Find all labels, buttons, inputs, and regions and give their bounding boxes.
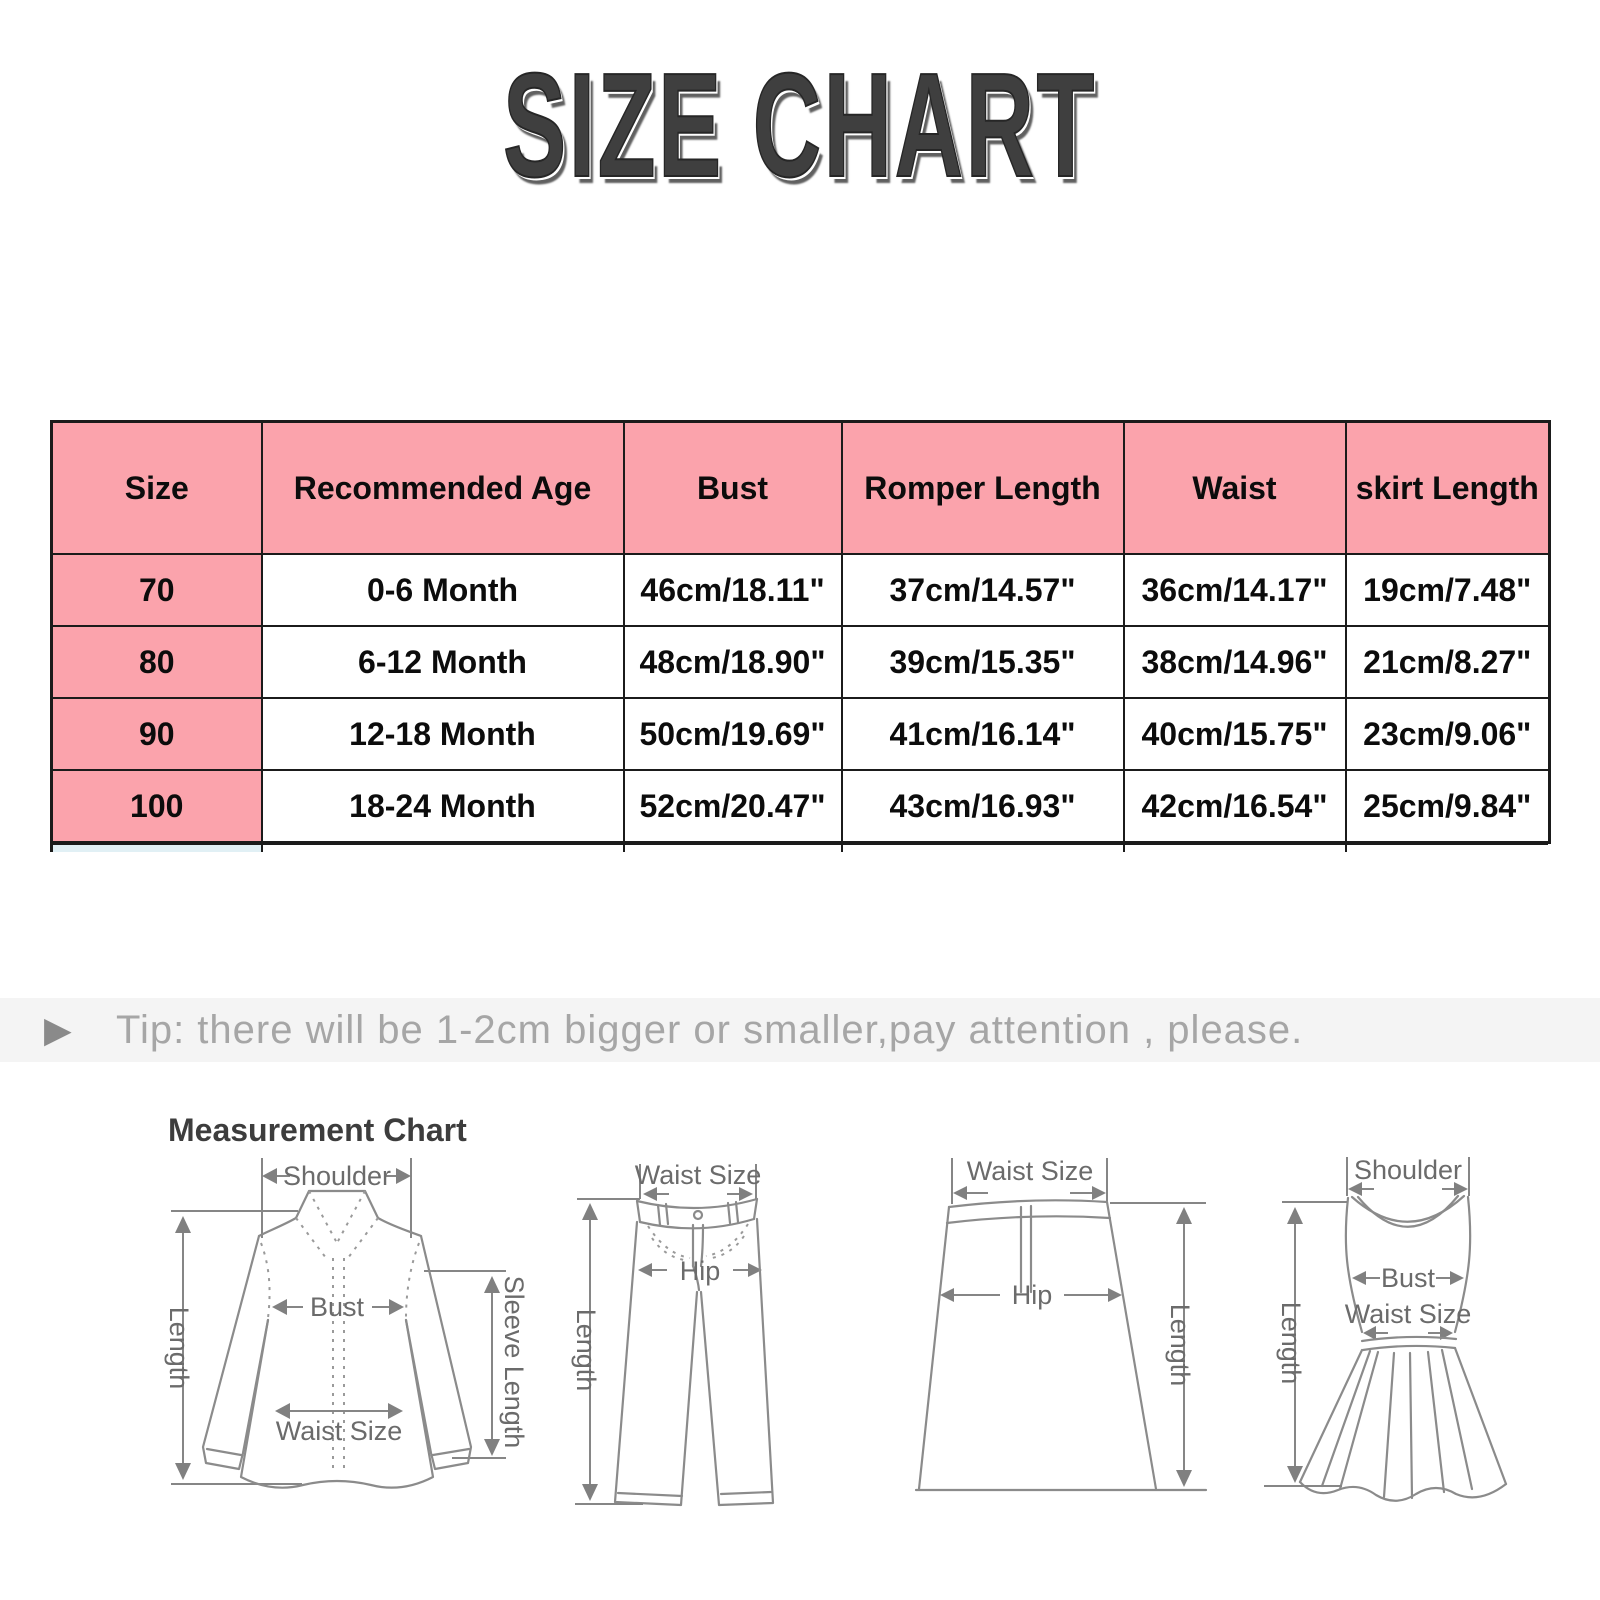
skirt-hip-label: Hip xyxy=(1011,1280,1053,1310)
col-header-waist: Waist xyxy=(1124,422,1346,555)
shirt-shoulder-label: Shoulder xyxy=(282,1161,392,1191)
tip-note xyxy=(0,998,1600,1062)
cell-bust: 50cm/19.69" xyxy=(624,698,842,770)
shirt-diagram xyxy=(164,1158,529,1488)
cell-waist: 36cm/14.17" xyxy=(1124,554,1346,626)
col-header-size: Size xyxy=(52,422,262,555)
col-header-romper-length: Romper Length xyxy=(842,422,1124,555)
table-row-size-100 xyxy=(52,770,1550,843)
pants-waist-size-label: Waist Size xyxy=(634,1160,762,1190)
cell-romper-length: 39cm/15.35" xyxy=(842,626,1124,698)
table-row-size-80 xyxy=(52,626,1550,698)
cell-size: 100 xyxy=(52,770,262,843)
cell-size: 90 xyxy=(52,698,262,770)
pants-hip-label: Hip xyxy=(679,1256,721,1286)
cell-waist: 40cm/15.75" xyxy=(1124,698,1346,770)
skirt-length-label: Length xyxy=(1165,1303,1195,1387)
cell-skirt-length: 21cm/8.27" xyxy=(1346,626,1550,698)
cell-age: 12-18 Month xyxy=(262,698,624,770)
page-title xyxy=(0,43,1600,208)
table-row-size-70 xyxy=(52,554,1550,626)
cell-age: 18-24 Month xyxy=(262,770,624,843)
dress-length-label: Length xyxy=(1276,1301,1306,1385)
pants-diagram xyxy=(571,1160,773,1505)
shirt-bust-label: Bust xyxy=(309,1292,365,1322)
cell-bust: 48cm/18.90" xyxy=(624,626,842,698)
tip-text: Tip: there will be 1-2cm bigger or smaller,pay attention , please. xyxy=(116,1008,1304,1052)
cell-romper-length: 37cm/14.57" xyxy=(842,554,1124,626)
measurement-chart-heading: Measurement Chart xyxy=(168,1112,467,1148)
cell-bust: 52cm/20.47" xyxy=(624,770,842,843)
cell-waist: 42cm/16.54" xyxy=(1124,770,1346,843)
shirt-waist-size-label: Waist Size xyxy=(275,1416,403,1446)
cell-age: 6-12 Month xyxy=(262,626,624,698)
skirt-diagram xyxy=(916,1156,1206,1490)
col-header-recommended-age: Recommended Age xyxy=(262,422,624,555)
dress-shoulder-label: Shoulder xyxy=(1353,1155,1463,1185)
cutoff-row-table xyxy=(50,843,1548,852)
skirt-waist-size-label: Waist Size xyxy=(966,1156,1094,1186)
dress-diagram xyxy=(1264,1155,1506,1501)
triangle-bullet-icon: ▶ xyxy=(44,1009,72,1050)
table-header-row xyxy=(52,422,1550,555)
cell-waist: 38cm/14.96" xyxy=(1124,626,1346,698)
dress-bust-label: Bust xyxy=(1380,1263,1436,1293)
table-row-size-90 xyxy=(52,698,1550,770)
size-table xyxy=(50,420,1551,844)
cell-romper-length: 43cm/16.93" xyxy=(842,770,1124,843)
cell-skirt-length: 23cm/9.06" xyxy=(1346,698,1550,770)
cell-bust: 46cm/18.11" xyxy=(624,554,842,626)
shirt-length-label: Length xyxy=(164,1306,194,1390)
dress-waist-size-label: Waist Size xyxy=(1344,1299,1472,1329)
page-title-text: SIZE CHART xyxy=(503,43,1097,208)
cell-skirt-length: 25cm/9.84" xyxy=(1346,770,1550,843)
cell-age: 0-6 Month xyxy=(262,554,624,626)
measurement-diagrams xyxy=(0,1080,1600,1600)
pants-length-label: Length xyxy=(571,1308,601,1392)
col-header-bust: Bust xyxy=(624,422,842,555)
cutoff-next-row xyxy=(50,843,1548,852)
cell-size: 70 xyxy=(52,554,262,626)
cell-romper-length: 41cm/16.14" xyxy=(842,698,1124,770)
cell-skirt-length: 19cm/7.48" xyxy=(1346,554,1550,626)
cell-size: 80 xyxy=(52,626,262,698)
col-header-skirt-length: skirt Length xyxy=(1346,422,1550,555)
shirt-sleeve-length-label: Sleeve Length xyxy=(499,1275,529,1449)
